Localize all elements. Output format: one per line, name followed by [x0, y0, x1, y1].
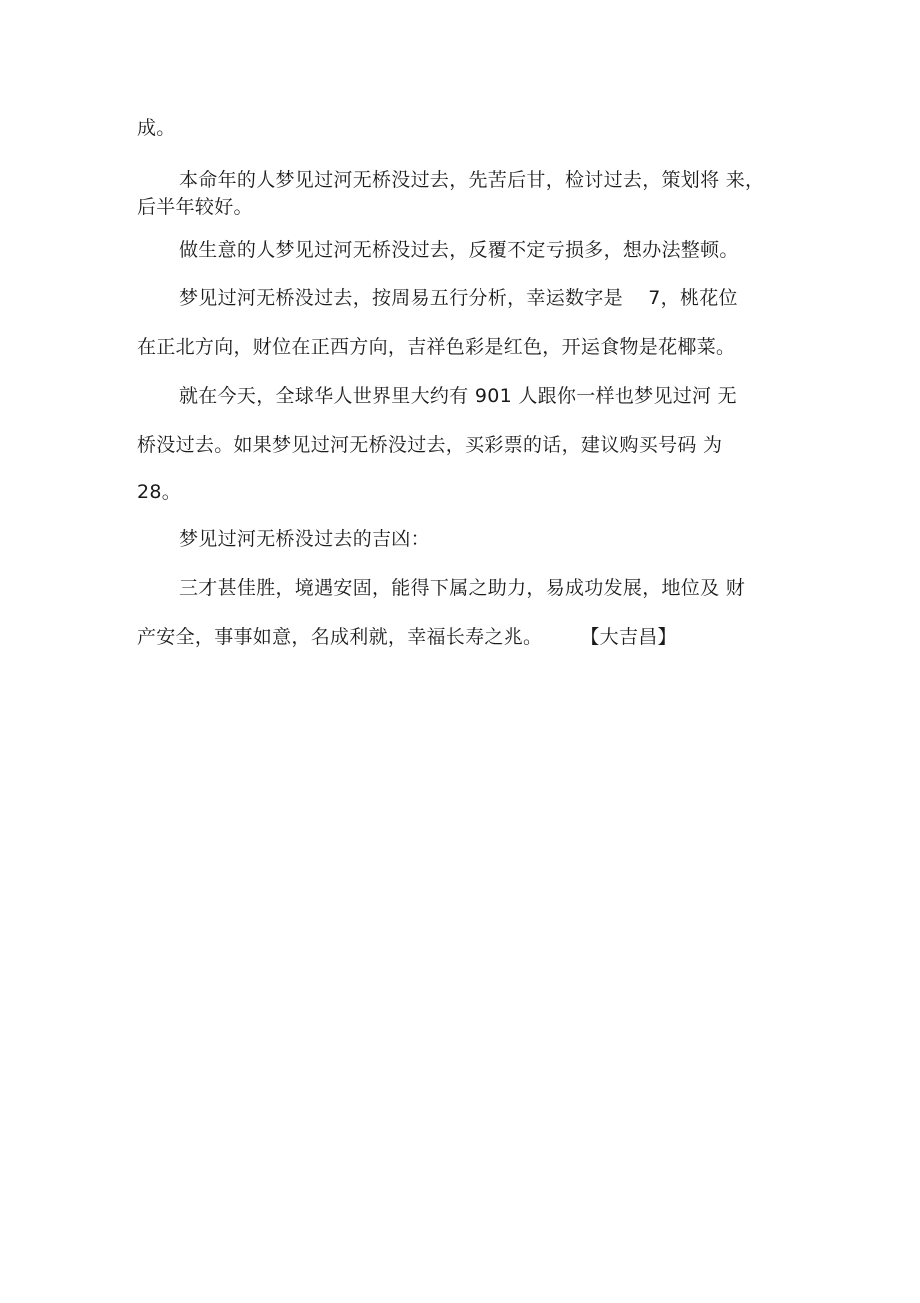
text-line: 后半年较好。	[137, 196, 253, 218]
text-line: 在正北方向，财位在正西方向，吉祥色彩是红色，开运食物是花椰菜。	[137, 336, 736, 358]
text-line: 28。	[137, 481, 182, 503]
text-line: 桥没过去。如果梦见过河无桥没过去，买彩票的话，建议购买号码 为	[137, 434, 723, 456]
text-line: 三才甚佳胜，境遇安固，能得下属之助力，易成功发展，地位及 财	[179, 577, 746, 599]
text-line: 梦见过河无桥没过去，按周易五行分析，幸运数字是 7，桃花位	[179, 287, 738, 309]
text-line: 就在今天，全球华人世界里大约有 901 人跟你一样也梦见过河 无	[179, 385, 737, 407]
text-line: 成。	[137, 117, 176, 139]
text-line: 本命年的人梦见过河无桥没过去，先苦后甘，检讨过去，策划将 来，	[179, 169, 765, 191]
text-line: 梦见过河无桥没过去的吉凶：	[179, 528, 430, 550]
text-line: 产安全，事事如意，名成利就，幸福长寿之兆。 【大吉昌】	[137, 626, 677, 648]
text-line: 做生意的人梦见过河无桥没过去，反覆不定亏损多，想办法整顿。	[179, 239, 739, 261]
